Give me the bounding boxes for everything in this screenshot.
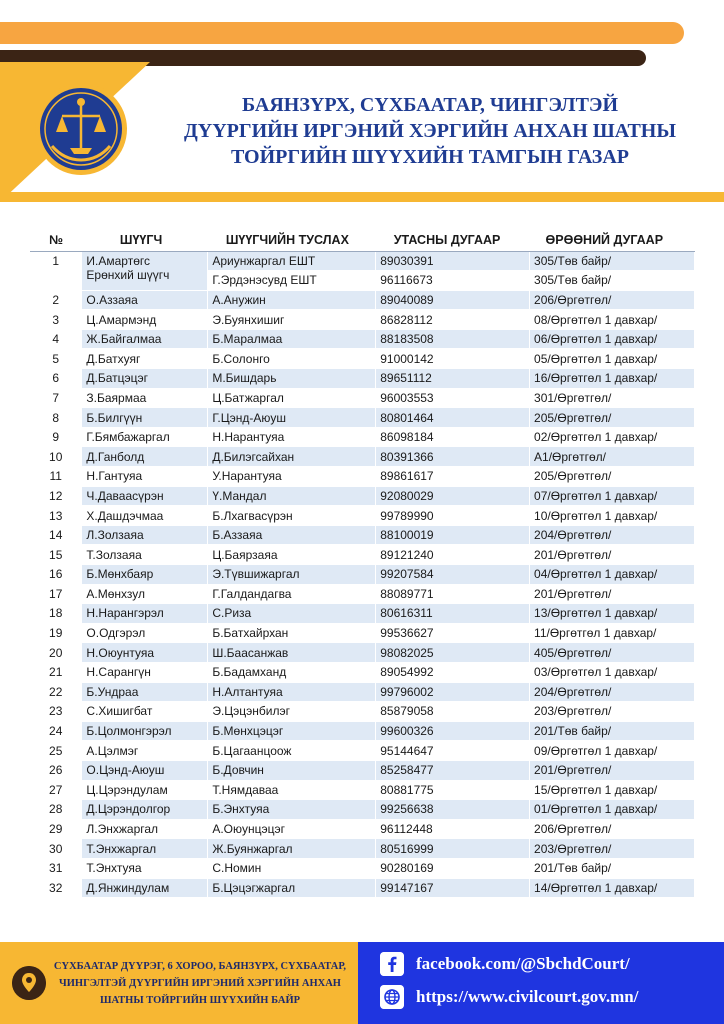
- table-row: [30, 486, 695, 506]
- room-number: 203/Өргөтгөл/: [530, 839, 695, 859]
- phone-number: 99600326: [376, 721, 530, 741]
- room-number: 06/Өргөтгөл 1 давхар/: [530, 329, 695, 349]
- room-number: 204/Өргөтгөл/: [530, 525, 695, 545]
- assistant-name: Н.Алтантуяа: [208, 682, 376, 702]
- table-row: [30, 721, 695, 741]
- row-number: 14: [30, 525, 82, 545]
- row-number: 23: [30, 702, 82, 722]
- facebook-link[interactable]: facebook.com/@SbchdCourt/: [416, 954, 630, 973]
- row-number: 17: [30, 584, 82, 604]
- assistant-name: Ц.Баярзаяа: [208, 545, 376, 565]
- address-line-1: СҮХБААТАР ДҮҮРЭГ, 6 ХОРОО, БАЯНЗҮРХ, СҮХБААТАР,: [53, 961, 347, 972]
- assistant-name: Б.Энхтуяа: [208, 800, 376, 820]
- phone-number: 85258477: [376, 760, 530, 780]
- judge-name: Н.Нарангэрэл: [82, 604, 208, 624]
- room-number: 201/Өргөтгөл/: [530, 545, 695, 565]
- table-row: [30, 604, 695, 624]
- room-number: 04/Өргөтгөл 1 давхар/: [530, 565, 695, 585]
- phone-number: 88183508: [376, 329, 530, 349]
- judge-name: Т.Энхжаргал: [82, 839, 208, 859]
- assistant-name: М.Бишдарь: [208, 369, 376, 389]
- row-number: 15: [30, 545, 82, 565]
- assistant-name: Ариунжаргал ЕШТ: [208, 251, 376, 271]
- room-number: 205/Өргөтгөл/: [530, 408, 695, 428]
- room-number: 301/Өргөтгөл/: [530, 388, 695, 408]
- table-row: [30, 584, 695, 604]
- room-number: 203/Өргөтгөл/: [530, 702, 695, 722]
- row-number: 26: [30, 760, 82, 780]
- phone-number: 80391366: [376, 447, 530, 467]
- row-number: 29: [30, 819, 82, 839]
- judge-name: Н.Оюунтуяа: [82, 643, 208, 663]
- table-row: [30, 447, 695, 467]
- phone-number: 90280169: [376, 858, 530, 878]
- header-yellow-strip: [0, 192, 724, 202]
- phone-number: 96003553: [376, 388, 530, 408]
- row-number: 7: [30, 388, 82, 408]
- assistant-name: Б.Мөнхцэцэг: [208, 721, 376, 741]
- assistant-name: Б.Маралмаа: [208, 329, 376, 349]
- judge-name: Л.Энхжаргал: [82, 819, 208, 839]
- table-row: [30, 506, 695, 526]
- room-number: 15/Өргөтгөл 1 давхар/: [530, 780, 695, 800]
- room-number: 03/Өргөтгөл 1 давхар/: [530, 662, 695, 682]
- table-row: [30, 251, 695, 271]
- phone-number: 86098184: [376, 427, 530, 447]
- row-number: 25: [30, 741, 82, 761]
- row-number: 2: [30, 290, 82, 310]
- room-number: 14/Өргөтгөл 1 давхар/: [530, 878, 695, 898]
- title-line-3: ТОЙРГИЙН ШҮҮХИЙН ТАМГЫН ГАЗАР: [230, 146, 630, 168]
- row-number: 19: [30, 623, 82, 643]
- table-row: [30, 819, 695, 839]
- row-number: 6: [30, 369, 82, 389]
- table-row: [30, 369, 695, 389]
- title-line-2: ДҮҮРГИЙН ИРГЭНИЙ ХЭРГИЙН АНХАН ШАТНЫ: [184, 120, 676, 142]
- judge-name: С.Хишигбат: [82, 702, 208, 722]
- row-number: 10: [30, 447, 82, 467]
- judges-table: [30, 229, 695, 898]
- table-row: [30, 427, 695, 447]
- assistant-name: Э.Түвшижаргал: [208, 565, 376, 585]
- phone-number: 89030391: [376, 251, 530, 271]
- assistant-name: Ж.Буянжаргал: [208, 839, 376, 859]
- table-row: [30, 643, 695, 663]
- judge-name: Д.Батхуяг: [82, 349, 208, 369]
- phone-number: 80616311: [376, 604, 530, 624]
- judge-name: О.Одгэрэл: [82, 623, 208, 643]
- row-number: 22: [30, 682, 82, 702]
- room-number: 305/Төв байр/: [530, 251, 695, 271]
- table-row: [30, 662, 695, 682]
- judge-name: Ж.Байгалмаа: [82, 329, 208, 349]
- assistant-name: Б.Аззаяа: [208, 525, 376, 545]
- phone-number: 98082025: [376, 643, 530, 663]
- table-row: [30, 780, 695, 800]
- row-number: 3: [30, 310, 82, 330]
- phone-number: 99536627: [376, 623, 530, 643]
- row-number: 16: [30, 565, 82, 585]
- judge-name: Л.Золзаяа: [82, 525, 208, 545]
- footer-address: [50, 958, 350, 1009]
- phone-number: 80881775: [376, 780, 530, 800]
- row-number: 5: [30, 349, 82, 369]
- website-link[interactable]: https://www.civilcourt.gov.mn/: [416, 987, 639, 1006]
- assistant-name: Б.Довчин: [208, 760, 376, 780]
- assistant-name: Б.Солонго: [208, 349, 376, 369]
- table-row: [30, 525, 695, 545]
- room-number: 205/Өргөтгөл/: [530, 467, 695, 487]
- judge-name: О.Цэнд-Аюуш: [82, 760, 208, 780]
- room-number: 206/Өргөтгөл/: [530, 290, 695, 310]
- assistant-name: С.Риза: [208, 604, 376, 624]
- assistant-name: Ү.Мандал: [208, 486, 376, 506]
- assistant-name: У.Нарантуяа: [208, 467, 376, 487]
- table-row: [30, 329, 695, 349]
- room-number: 07/Өргөтгөл 1 давхар/: [530, 486, 695, 506]
- judge-name: Д.Янжиндулам: [82, 878, 208, 898]
- phone-number: 99256638: [376, 800, 530, 820]
- judge-name: Б.Билгүүн: [82, 408, 208, 428]
- table-row: [30, 467, 695, 487]
- row-number: 32: [30, 878, 82, 898]
- judge-name: Д.Цэрэндолгор: [82, 800, 208, 820]
- room-number: 201/Төв байр/: [530, 858, 695, 878]
- col-header-phone: УТАСНЫ ДУГААР: [376, 229, 530, 251]
- row-number: 28: [30, 800, 82, 820]
- row-number: 1: [30, 251, 82, 290]
- phone-number: 99147167: [376, 878, 530, 898]
- phone-number: 85879058: [376, 702, 530, 722]
- row-number: 12: [30, 486, 82, 506]
- phone-number: 99789990: [376, 506, 530, 526]
- table-row: [30, 349, 695, 369]
- phone-number: 99796002: [376, 682, 530, 702]
- table-row: [30, 858, 695, 878]
- judge-name: Ц.Амармэнд: [82, 310, 208, 330]
- room-number: 201/Өргөтгөл/: [530, 760, 695, 780]
- row-number: 11: [30, 467, 82, 487]
- row-number: 9: [30, 427, 82, 447]
- judge-name: А.Цэлмэг: [82, 741, 208, 761]
- judge-name: Д.Батцэцэг: [82, 369, 208, 389]
- judge-name: О.Аззаяа: [82, 290, 208, 310]
- address-line-3: ШАТНЫ ТОЙРГИЙН ШҮҮХИЙН БАЙР: [99, 995, 301, 1006]
- room-number: 02/Өргөтгөл 1 давхар/: [530, 427, 695, 447]
- table-row: [30, 545, 695, 565]
- room-number: 10/Өргөтгөл 1 давхар/: [530, 506, 695, 526]
- room-number: 11/Өргөтгөл 1 давхар/: [530, 623, 695, 643]
- judge-name: А.Мөнхзул: [82, 584, 208, 604]
- row-number: 27: [30, 780, 82, 800]
- judge-name: Т.Золзаяа: [82, 545, 208, 565]
- row-number: 4: [30, 329, 82, 349]
- judge-name: Д.Ганболд: [82, 447, 208, 467]
- judge-name-line: И.Амартөгс: [86, 253, 151, 268]
- room-number: 16/Өргөтгөл 1 давхар/: [530, 369, 695, 389]
- phone-number: 80516999: [376, 839, 530, 859]
- table-row: [30, 290, 695, 310]
- table-row: [30, 388, 695, 408]
- phone-number: 96116673: [376, 271, 530, 291]
- assistant-name: А.Анужин: [208, 290, 376, 310]
- assistant-name: Г.Эрдэнэсувд ЕШТ: [208, 271, 376, 291]
- assistant-name: Б.Бадамханд: [208, 662, 376, 682]
- title-line-1: БАЯНЗҮРХ, СҮХБААТАР, ЧИНГЭЛТЭЙ: [241, 94, 619, 116]
- row-number: 21: [30, 662, 82, 682]
- phone-number: 99207584: [376, 565, 530, 585]
- judge-name: Ц.Цэрэндулам: [82, 780, 208, 800]
- judge-name: Б.Ундраа: [82, 682, 208, 702]
- phone-number: 89651112: [376, 369, 530, 389]
- row-number: 20: [30, 643, 82, 663]
- row-number: 24: [30, 721, 82, 741]
- room-number: 305/Төв байр/: [530, 271, 695, 291]
- row-number: 30: [30, 839, 82, 859]
- col-header-assistant: ШҮҮГЧИЙН ТУСЛАХ: [208, 229, 376, 251]
- room-number: 206/Өргөтгөл/: [530, 819, 695, 839]
- row-number: 18: [30, 604, 82, 624]
- col-header-room: ӨРӨӨНИЙ ДУГААР: [530, 229, 695, 251]
- address-line-2: ЧИНГЭЛТЭЙ ДҮҮРГИЙН ИРГЭНИЙ ХЭРГИЙН АНХАН: [59, 978, 341, 989]
- phone-number: 89121240: [376, 545, 530, 565]
- room-number: 13/Өргөтгөл 1 давхар/: [530, 604, 695, 624]
- table-row: [30, 760, 695, 780]
- room-number: А1/Өргөтгөл/: [530, 447, 695, 467]
- assistant-name: Г.Цэнд-Аюуш: [208, 408, 376, 428]
- room-number: 08/Өргөтгөл 1 давхар/: [530, 310, 695, 330]
- facebook-icon: [380, 952, 404, 976]
- phone-number: 88100019: [376, 525, 530, 545]
- judge-name: Х.Дашдэчмаа: [82, 506, 208, 526]
- row-number: 31: [30, 858, 82, 878]
- assistant-name: А.Оюунцэцэг: [208, 819, 376, 839]
- row-number: 8: [30, 408, 82, 428]
- col-header-judge: ШҮҮГЧ: [82, 229, 208, 251]
- judge-name: [82, 251, 208, 290]
- phone-number: 89054992: [376, 662, 530, 682]
- location-pin-icon: [12, 966, 46, 1000]
- header-orange-stripe: [0, 22, 684, 44]
- phone-number: 89861617: [376, 467, 530, 487]
- assistant-name: Б.Батхайрхан: [208, 623, 376, 643]
- room-number: 204/Өргөтгөл/: [530, 682, 695, 702]
- col-header-no: №: [30, 229, 82, 251]
- globe-icon: [380, 985, 404, 1009]
- judge-name: Б.Цолмонгэрэл: [82, 721, 208, 741]
- room-number: 201/Өргөтгөл/: [530, 584, 695, 604]
- assistant-name: Г.Галдандагва: [208, 584, 376, 604]
- table-row: [30, 408, 695, 428]
- assistant-name: Ц.Батжаргал: [208, 388, 376, 408]
- room-number: 05/Өргөтгөл 1 давхар/: [530, 349, 695, 369]
- phone-number: 86828112: [376, 310, 530, 330]
- judge-name: Н.Сарангүн: [82, 662, 208, 682]
- assistant-name: Б.Цэцэгжаргал: [208, 878, 376, 898]
- judge-name: З.Баярмаа: [82, 388, 208, 408]
- table-row: [30, 800, 695, 820]
- room-number: 201/Төв байр/: [530, 721, 695, 741]
- phone-number: 95144647: [376, 741, 530, 761]
- judge-name: Б.Мөнхбаяр: [82, 565, 208, 585]
- phone-number: 91000142: [376, 349, 530, 369]
- court-emblem-logo: [34, 82, 128, 176]
- assistant-name: С.Номин: [208, 858, 376, 878]
- table-row: [30, 741, 695, 761]
- page-title: [150, 92, 710, 170]
- assistant-name: Т.Нямдаваа: [208, 780, 376, 800]
- assistant-name: Э.Цэцэнбилэг: [208, 702, 376, 722]
- judge-name: Т.Энхтуяа: [82, 858, 208, 878]
- judge-name: Г.Бямбажаргал: [82, 427, 208, 447]
- table-row: [30, 682, 695, 702]
- assistant-name: Б.Лхагвасүрэн: [208, 506, 376, 526]
- table-row: [30, 623, 695, 643]
- room-number: 09/Өргөтгөл 1 давхар/: [530, 741, 695, 761]
- assistant-name: Ш.Баасанжав: [208, 643, 376, 663]
- row-number: 13: [30, 506, 82, 526]
- table-row: [30, 702, 695, 722]
- room-number: 01/Өргөтгөл 1 давхар/: [530, 800, 695, 820]
- phone-number: 92080029: [376, 486, 530, 506]
- assistant-name: Э.Буянхишиг: [208, 310, 376, 330]
- table-row: [30, 565, 695, 585]
- assistant-name: Н.Нарантуяа: [208, 427, 376, 447]
- assistant-name: Б.Цагаанцоож: [208, 741, 376, 761]
- phone-number: 80801464: [376, 408, 530, 428]
- judge-title-line: Ерөнхий шүүгч: [86, 267, 170, 282]
- table-row: [30, 839, 695, 859]
- assistant-name: Д.Билэгсайхан: [208, 447, 376, 467]
- phone-number: 96112448: [376, 819, 530, 839]
- phone-number: 89040089: [376, 290, 530, 310]
- phone-number: 88089771: [376, 584, 530, 604]
- table-row: [30, 310, 695, 330]
- table-row: [30, 878, 695, 898]
- judge-name: Н.Гантуяа: [82, 467, 208, 487]
- table-header-row: [30, 229, 695, 251]
- room-number: 405/Өргөтгөл/: [530, 643, 695, 663]
- judge-name: Ч.Даваасүрэн: [82, 486, 208, 506]
